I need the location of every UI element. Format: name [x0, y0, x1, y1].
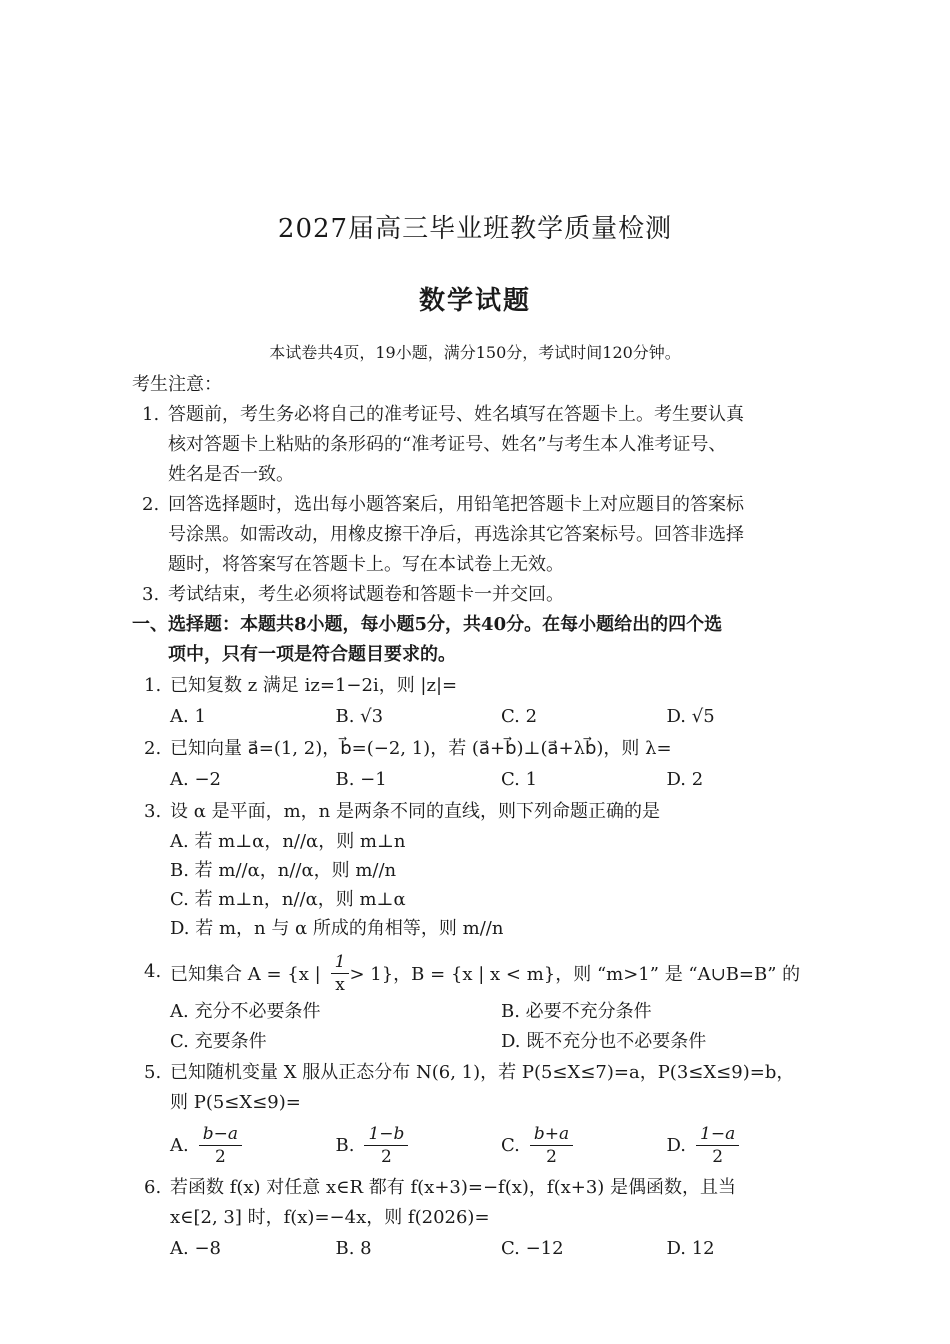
option-label: B. [335, 1134, 355, 1156]
option-c: C. −12 [501, 1238, 564, 1259]
question-number: 5. [144, 1062, 162, 1083]
question-number: 4. [144, 961, 162, 982]
question-4-options-row2 [132, 1027, 832, 1057]
question-stem: 已知复数 z 满足 iz=1−2i，则 |z|= [170, 675, 458, 696]
question-stem: 设 α 是平面，m，n 是两条不同的直线，则下列命题正确的是 [170, 801, 660, 822]
option-d: D. 若 m，n 与 α 所成的角相等，则 m//n [170, 918, 504, 939]
notice-heading: 考生注意： [132, 374, 222, 395]
question-number: 2. [144, 738, 162, 759]
fraction [199, 1123, 242, 1168]
fraction-numerator: b−a [199, 1123, 242, 1146]
exam-title: 2027届高三毕业班教学质量检测 [277, 214, 673, 244]
option-d [667, 1123, 833, 1168]
question-stem: 已知随机变量 X 服从正态分布 N(6, 1)，若 P(5≤X≤7)=a，P(3≤X≤9)=b， [170, 1062, 795, 1083]
question-stem: 已知向量 a⃗=(1, 2)，b⃗=(−2, 1)，若 (a⃗+b⃗)⊥(a⃗+λb⃗)，则 λ= [170, 738, 672, 759]
question-stem: x∈[2, 3] 时，f(x)=−4x，则 f(2026)= [170, 1207, 490, 1228]
option-b: B. 必要不充分条件 [501, 1001, 652, 1022]
option-b [336, 1123, 502, 1168]
option-d: D. 2 [666, 769, 704, 790]
option-c: C. 若 m⊥n，n//α，则 m⊥α [170, 889, 406, 910]
option-b: B. −1 [335, 769, 387, 790]
fraction-denominator: 2 [546, 1146, 557, 1167]
option-c: C. 2 [501, 706, 538, 727]
notice-item [132, 580, 832, 610]
option-c: C. 1 [501, 769, 538, 790]
notice-number: 1. [142, 404, 160, 425]
fraction-numerator: 1−a [696, 1123, 739, 1146]
notice-number: 2. [142, 494, 160, 515]
question-2-options [132, 764, 832, 796]
question-6 [132, 1173, 832, 1233]
option-b: B. √3 [335, 706, 384, 727]
option-a: A. 若 m⊥α，n//α，则 m⊥n [170, 831, 406, 852]
fraction-numerator: 1−b [364, 1123, 408, 1146]
question-5-options [132, 1118, 832, 1172]
option-a: A. −8 [170, 1238, 221, 1259]
option-d: D. 12 [666, 1238, 715, 1259]
option-b: B. 若 m//α，n//α，则 m//n [170, 860, 397, 881]
question-2 [132, 734, 832, 764]
question-number: 1. [144, 675, 162, 696]
exam-subtitle: 数学试题 [418, 286, 531, 316]
option-a: A. 充分不必要条件 [170, 1001, 321, 1022]
option-a: A. 1 [170, 706, 206, 727]
notice-number: 3. [142, 584, 160, 605]
notice-item [132, 400, 832, 490]
question-6-options [132, 1233, 832, 1265]
section-number: 一、 [132, 614, 168, 635]
option-d: D. √5 [666, 706, 715, 727]
section-line: 项中，只有一项是符合题目要求的。 [168, 644, 456, 665]
question-4-options-row1 [132, 997, 832, 1027]
fraction-numerator: b+a [530, 1123, 573, 1146]
fraction-denominator: x [335, 974, 345, 995]
section-heading [132, 610, 832, 670]
question-stem-end: > 1}，B = {x | x < m}，则 “m>1” 是 “A∪B=B” 的 [349, 964, 801, 985]
fraction [364, 1123, 408, 1168]
exam-intro: 本试卷共4页，19小题，满分150分，考试时间120分钟。 [269, 343, 681, 362]
section-line: 选择题：本题共8小题，每小题5分，共40分。在每小题给出的四个选 [168, 614, 723, 635]
notice-line: 题时，将答案写在答题卡上。写在本试卷上无效。 [168, 554, 564, 575]
option-label: C. [501, 1134, 520, 1156]
fraction [530, 1123, 573, 1168]
question-stem: 若函数 f(x) 对任意 x∈R 都有 f(x+3)=−f(x)，f(x+3) 是偶函数，且当 [170, 1177, 737, 1198]
exam-content [132, 370, 832, 1265]
notice-item [132, 490, 832, 580]
notice-line: 核对答题卡上粘贴的条形码的“准考证号、姓名”与考生本人准考证号、 [168, 434, 727, 455]
option-a: A. −2 [170, 769, 221, 790]
notice-line: 答题前，考生务必将自己的准考证号、姓名填写在答题卡上。考生要认真 [168, 404, 744, 425]
fraction-denominator: 2 [214, 1146, 226, 1167]
option-d: D. 既不充分也不必要条件 [501, 1031, 707, 1052]
option-label: D. [666, 1134, 687, 1156]
question-1 [132, 671, 832, 701]
notice-line: 回答选择题时，选出每小题答案后，用铅笔把答题卡上对应题目的答案标 [168, 494, 744, 515]
option-b: B. 8 [335, 1238, 372, 1259]
question-stem: 则 P(5≤X≤9)= [170, 1092, 301, 1113]
option-c: C. 充要条件 [170, 1031, 267, 1052]
question-3 [132, 797, 832, 827]
fraction-denominator: 2 [712, 1146, 724, 1167]
fraction-denominator: 2 [381, 1146, 392, 1167]
question-stem-start: 已知集合 A = {x | [170, 964, 321, 985]
fraction-numerator: 1 [331, 951, 350, 974]
question-number: 6. [144, 1177, 162, 1198]
notice-line: 考试结束，考生必须将试题卷和答题卡一并交回。 [168, 584, 564, 605]
question-number: 3. [144, 801, 162, 822]
fraction [696, 1123, 739, 1168]
notice-line: 姓名是否一致。 [168, 464, 294, 485]
option-c [501, 1123, 667, 1168]
question-1-options [132, 701, 832, 733]
question-5 [132, 1058, 832, 1118]
option-label: A. [170, 1134, 189, 1156]
question-4 [132, 949, 832, 997]
fraction [331, 951, 350, 996]
notice-line: 号涂黑。如需改动，用橡皮擦干净后，再选涂其它答案标号。回答非选择 [168, 524, 744, 545]
option-a [170, 1123, 336, 1168]
